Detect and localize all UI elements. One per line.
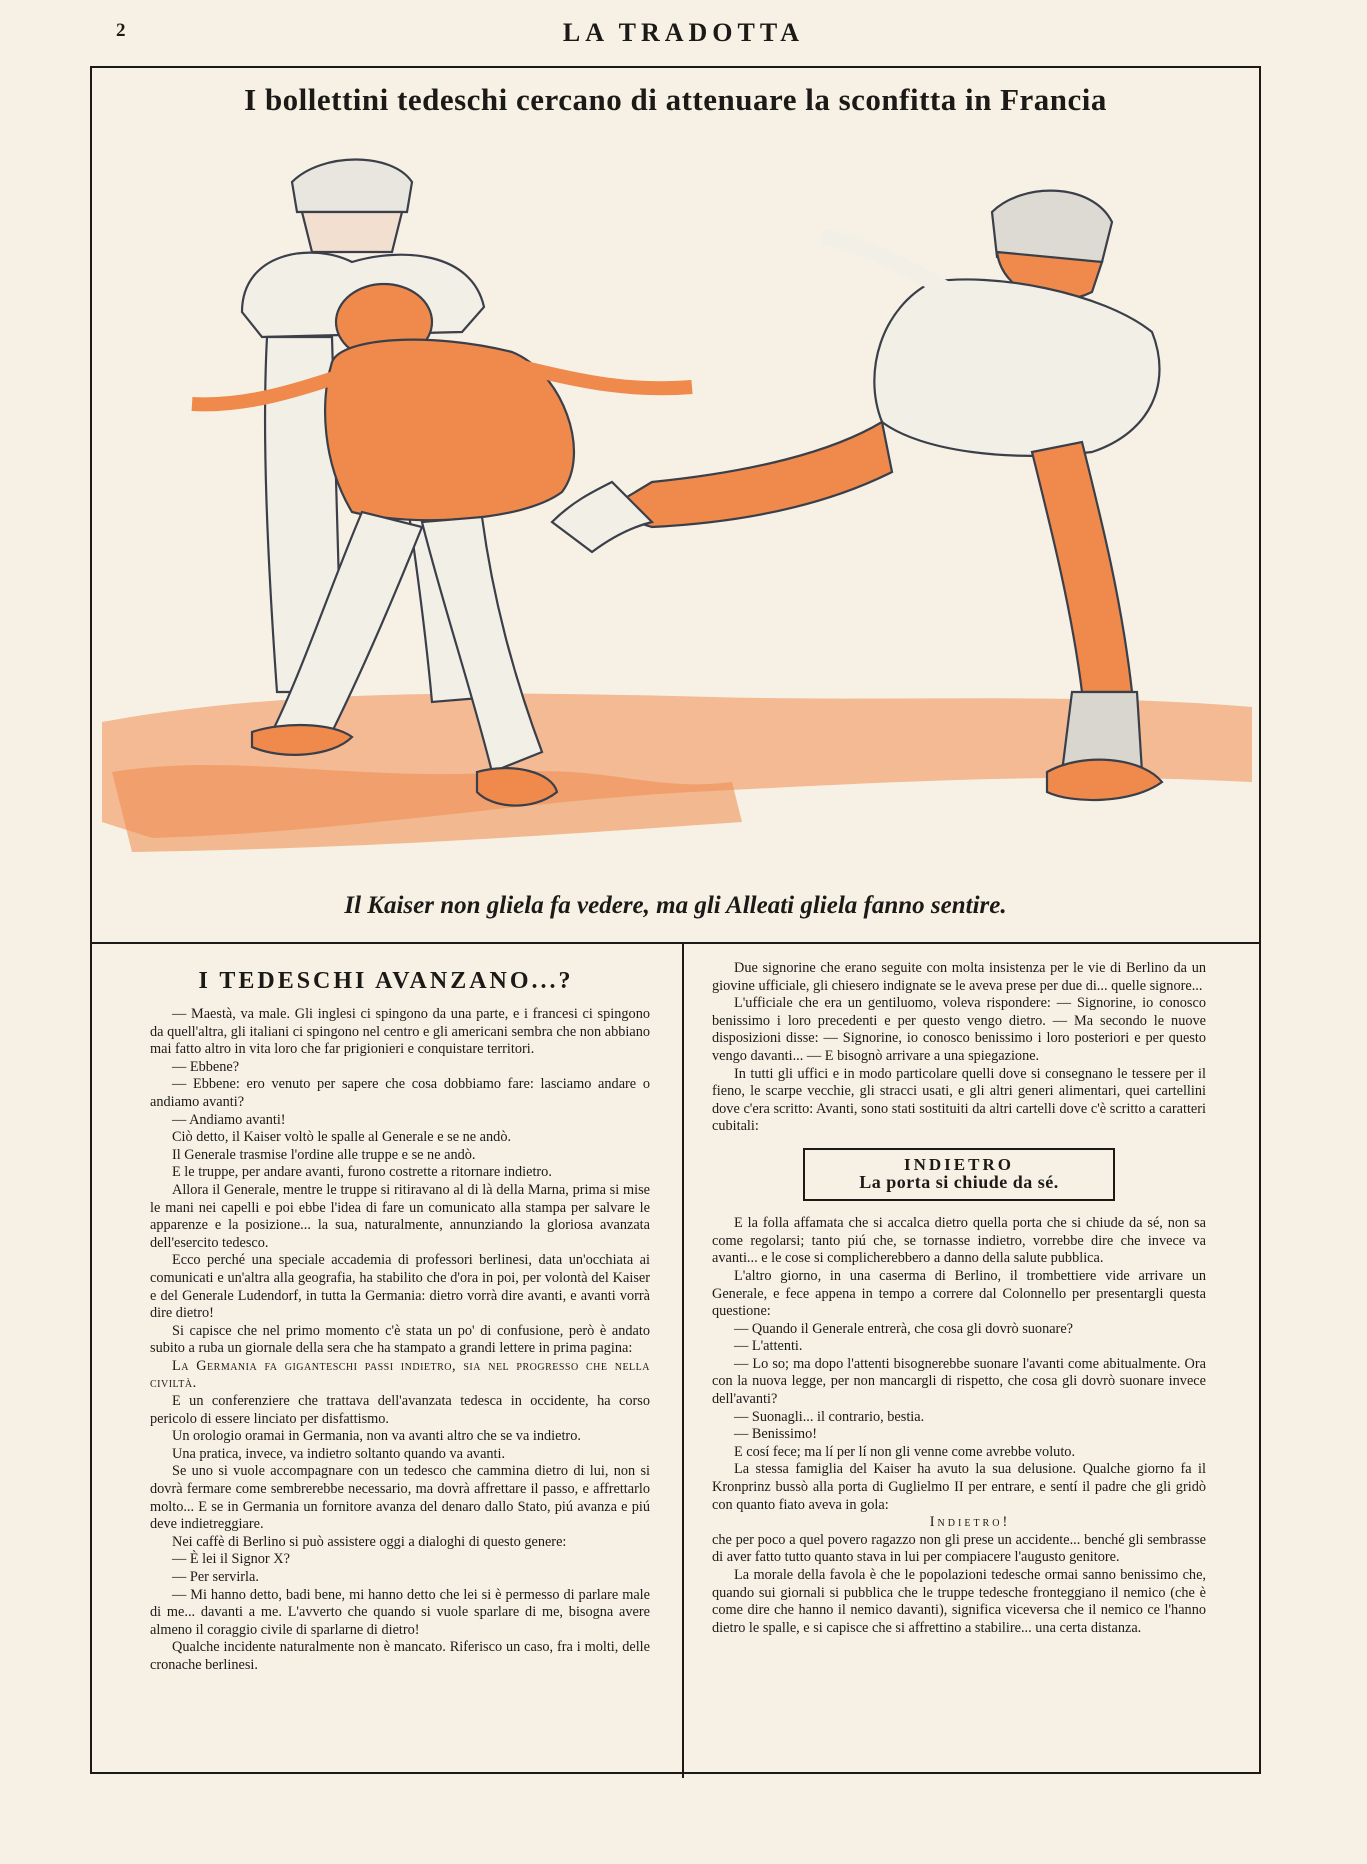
paragraph: Una pratica, invece, va indietro soltanto quando va avanti. — [172, 1445, 506, 1462]
paragraph: Due signorine che erano seguite con molta insistenza per le vie di Berlino da un giovine ufficiale, gli chiesero indignate se le aveva prese per due di... quelle signore... — [712, 960, 1206, 994]
headline-quote: La Germania fa giganteschi passi indietro, sia nel progresso che nella civiltà. — [150, 1357, 650, 1392]
paragraph: Ecco perché una speciale accademia di professori berlinesi, data un'occhiata ai comunicati e un'altra alla geografia, ha stabilito che d'ora in poi, per volontà del Kaiser e del Generale Ludendorf, in tutta la Germania: dietro vorrà dire avanti, e avanti vorrà dire dietro! — [150, 1252, 650, 1322]
paragraph: E le truppe, per andare avanti, furono costrette a ritornare indietro. — [172, 1164, 552, 1181]
paragraph: Nei caffè di Berlino si può assistere oggi a dialoghi di questo genere: — [172, 1533, 567, 1550]
paragraph: E cosí fece; ma lí per lí non gli venne come avrebbe voluto. — [734, 1443, 1076, 1460]
paragraph: La stessa famiglia del Kaiser ha avuto la sua delusione. Qualche giorno fa il Kronprinz bussò alla porta di Guglielmo II per entrare, e sentí il padre che gli gridò con quanto fiato aveva in gola: — [712, 1461, 1206, 1513]
paragraph: Il Generale trasmise l'ordine alle truppe e se ne andò. — [172, 1146, 476, 1163]
paragraph: — Per servirla. — [172, 1569, 259, 1585]
paragraph: Se uno si vuole accompagnare con un tedesco che cammina dietro di lui, non si dovrà fermare come sembrerebbe necessario, ma dovrà affrettare il passo, e affrettarlo molto... E se in Germania un fornitore avanza del denaro dallo Stato, piú avanza e piú deve indietreggiare. — [150, 1463, 650, 1533]
paragraph: — Benissimo! — [734, 1426, 818, 1443]
paragraph: — L'attenti. — [734, 1338, 803, 1355]
paragraph: Allora il Generale, mentre le truppe si ritiravano al di là della Marna, prima si mise le mani nei capelli e poi ebbe l'idea di fare un comunicato alla stampa per salvare le apparenze e la posizione... la sua, naturalmente, annunziando la gloriosa avanzata dell'esercito tedesco. — [150, 1181, 650, 1251]
paragraph: E la folla affamata che si accalca dietro quella porta che si chiude da sé, non sa come regolarsi; tanto piú che, se tornasse indietro, vorrebbe dire che invece va avanti... e le cose si complicherebbero a danno della salute pubblica. — [712, 1215, 1206, 1267]
column-divider — [682, 944, 684, 1778]
indietro-notice — [803, 1148, 1115, 1201]
article-title: I TEDESCHI AVANZANO...? — [198, 968, 574, 994]
illustration-caption: Il Kaiser non gliela fa vedere, ma gli Alleati gliela fanno sentire. — [344, 892, 1007, 919]
paragraph: In tutti gli uffici e in modo particolare quelli dove si consegnano le tessere per il fieno, le scarpe vecchie, gli stracci usati, e gli altri generi alimentari, quei cartellini dove c'era scritto: Avanti, sono stati sostituiti da altri cartelli dove c'è scritto a caratteri cubitali: — [712, 1065, 1206, 1135]
paragraph: — Mi hanno detto, badi bene, mi hanno detto che lei si è permesso di parlare male di me... davanti a me. L'avverto che quando si vuole sparlare di me, bisogna avere almeno il coraggio civile di sparlarne di dietro! — [150, 1586, 650, 1638]
paragraph: — Ebbene? — [172, 1058, 240, 1075]
page-number: 2 — [116, 20, 126, 41]
left-column — [150, 1006, 650, 1675]
illustration-panel — [92, 68, 1259, 944]
right-column — [712, 960, 1206, 1637]
paragraph: — È lei il Signor X? — [172, 1551, 290, 1568]
paragraph: La morale della favola è che le popolazioni tedesche ormai sanno benissimo che, quando sui giornali si pubblica che le truppe tedesche fronteggiano il nemico (che è come dire che hanno il nemico davanti), significa viceversa che il nemico ce l'hanno dietro le spalle, e si capisce che si affrettino a stabilire... una certa distanza. — [712, 1567, 1206, 1636]
paragraph: Un orologio oramai in Germania, non va avanti altro che se va indietro. — [172, 1428, 581, 1445]
notice-title: INDIETRO — [904, 1154, 1014, 1174]
paragraph: — Ebbene: ero venuto per sapere che cosa dobbiamo fare: lasciamo andare o andiamo avanti? — [150, 1076, 650, 1110]
paragraph: E un conferenziere che trattava dell'avanzata tedesca in occidente, ha corso pericolo di essere linciato per disfattismo. — [150, 1393, 650, 1427]
paragraph: — Quando il Generale entrerà, che cosa gli dovrò suonare? — [734, 1320, 1074, 1337]
paragraph: L'altro giorno, in una caserma di Berlino, il trombettiere vide arrivare un Generale, e fece appena in tempo a correre dal Colonnello per presentargli questa questione: — [712, 1267, 1206, 1320]
paragraph: che per poco a quel povero ragazzo non gli prese un accidente... benché gli sembrasse di aver fatto tutto quanto stava in lui per compiacere l'augusto genitore. — [712, 1531, 1206, 1566]
paragraph: Ciò detto, il Kaiser voltò le spalle al Generale e se ne andò. — [172, 1129, 512, 1146]
paragraph: — Andiamo avanti! — [172, 1111, 286, 1128]
paragraph: Si capisce che nel primo momento c'è stata un po' di confusione, però è andato subito a ruba un giornale della sera che ha stampato a grandi lettere in prima pagina: — [150, 1322, 650, 1357]
notice-subtitle: La porta si chiude da sé. — [859, 1171, 1059, 1192]
shout-line: Indietro! — [929, 1514, 1011, 1531]
paragraph: — Suonagli... il contrario, bestia. — [734, 1408, 925, 1425]
paragraph: — Maestà, va male. Gli inglesi ci spingono da una parte, e i francesi ci spingono da quell'altra, gli italiani ci spingono nel centro e gli americani sembra che non abbiano mai fatto altro in vita loro che far prigionieri e conquistare territori. — [150, 1006, 651, 1058]
paragraph: Qualche incidente naturalmente non è mancato. Riferisco un caso, fra i molti, delle cronache berlinesi. — [150, 1639, 650, 1673]
cartoon-illustration — [92, 132, 1259, 888]
paragraph: — Lo so; ma dopo l'attenti bisognerebbe suonare l'avanti come abitualmente. Ora con la nuova legge, per non mancargli di rispetto, che cosa gli dovrò suonare invece dell'avanti? — [712, 1355, 1206, 1408]
illustration-title: I bollettini tedeschi cercano di attenuare la sconfitta in Francia — [244, 82, 1107, 117]
paragraph: L'ufficiale che era un gentiluomo, voleva rispondere: — Signorine, io conosco benissimo i loro precedenti e per questo vengo dietro. — Ma secondo le nuove disposizioni disse: — Signorine, io conosco benissimo i loro posteriori e per questo vengo davanti... — E bisognò arrivare a una spiegazione. — [712, 995, 1206, 1064]
masthead: LA TRADOTTA — [562, 18, 805, 47]
